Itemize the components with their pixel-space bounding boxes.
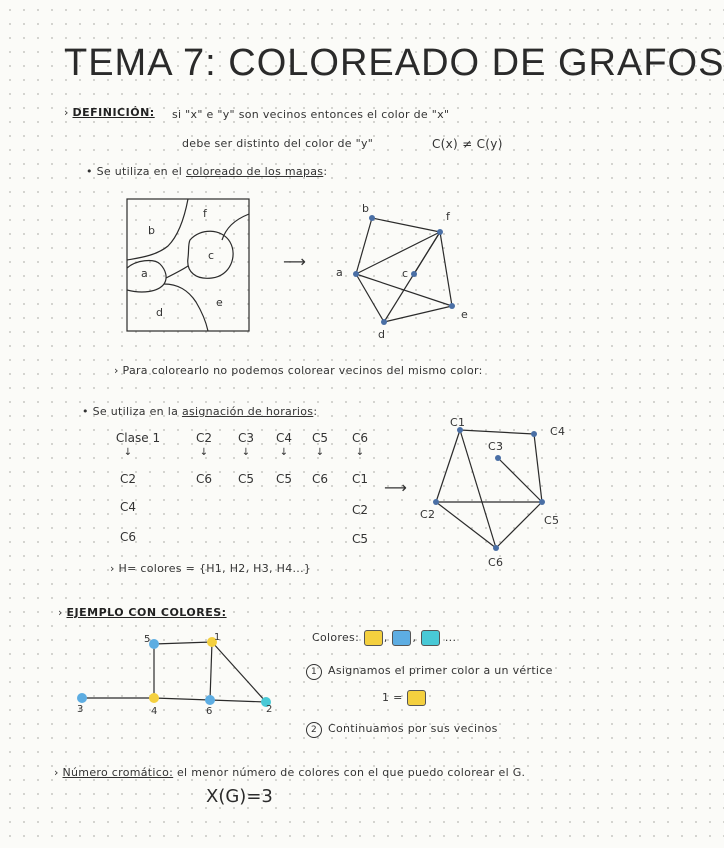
sched-item: C4	[119, 500, 136, 514]
sched-head-3: C4	[275, 431, 292, 445]
ejemplo-node-4	[149, 693, 159, 703]
arrow-right-icon: ⟶	[283, 252, 307, 271]
map-graph-label-c: c	[402, 267, 409, 280]
page-title: TEMA 7: COLOREADO DE GRAFOS	[64, 42, 724, 84]
arrow-down-icon: ↓	[355, 447, 365, 458]
ejemplo-label-5: 5	[144, 634, 151, 645]
step1-text: Asignamos el primer color a un vértice	[328, 664, 553, 677]
mapas-note-text: Para colorearlo no podemos colorear vecinos del mismo color:	[122, 364, 483, 377]
horarios-graph-label-c3: C3	[488, 440, 504, 453]
map-region-a: a	[141, 267, 149, 280]
bullet-icon: ›	[114, 364, 119, 377]
ejemplo-node-6	[205, 695, 215, 705]
color-swatch-yellow	[364, 630, 383, 646]
map-region-e: e	[216, 296, 224, 309]
horarios-graph-node-c6	[493, 545, 499, 551]
map-graph-node-d	[381, 319, 387, 325]
mapas-bullet-prefix: Se utiliza en el	[96, 165, 186, 178]
ejemplo-label-6: 6	[206, 706, 213, 717]
map-graph-label-e: e	[461, 308, 469, 321]
arrow-down-icon: ↓	[199, 447, 209, 458]
bullet-icon: ›	[58, 606, 63, 619]
sched-item: C2	[351, 503, 368, 517]
sched-item: C1	[351, 472, 368, 486]
map-border-b	[127, 199, 188, 260]
sched-head-2: C3	[237, 431, 254, 445]
colores-row: Colores: , , ...	[312, 631, 457, 644]
map-graph-node-a	[353, 271, 359, 277]
color-swatch-cyan	[421, 630, 440, 646]
colores-ellipsis: ...	[444, 631, 457, 644]
ejemplo-label-3: 3	[77, 704, 84, 715]
cromatico-formula: X(G)=3	[206, 786, 273, 807]
step2-text: Continuamos por sus vecinos	[328, 722, 498, 735]
ejemplo-section	[58, 606, 227, 619]
horarios-graph-label-c4: C4	[550, 425, 566, 438]
cromatico-label: Número cromático:	[62, 766, 174, 779]
map-graph-node-f	[437, 229, 443, 235]
map-graph-label-d: d	[378, 328, 386, 341]
map-region-f: f	[203, 207, 208, 220]
mapas-bullet	[86, 165, 327, 178]
map-graph	[340, 198, 480, 346]
step1-number: 1	[306, 664, 322, 680]
sched-item: C5	[275, 472, 292, 486]
horarios-colores-text: H= colores = {H1, H2, H3, H4...}	[118, 562, 312, 575]
arrow-right-icon: ⟶	[384, 478, 408, 497]
horarios-graph-label-c2: C2	[420, 508, 436, 521]
cromatico-text: el menor número de colores con el que puedo colorear el G.	[176, 766, 526, 779]
horarios-graph	[420, 412, 570, 562]
horarios-graph-node-c2	[433, 499, 439, 505]
map-graph-label-b: b	[362, 202, 370, 215]
map-region-b: b	[148, 224, 156, 237]
cromatico-row	[54, 766, 525, 779]
map-graph-node-c	[411, 271, 417, 277]
arrow-down-icon: ↓	[123, 447, 133, 458]
bullet-icon: ›	[110, 562, 115, 575]
sched-item: C6	[311, 472, 328, 486]
mapas-bullet-suffix: :	[323, 165, 328, 178]
horarios-graph-label-c5: C5	[544, 514, 560, 527]
sched-item: C2	[119, 472, 136, 486]
arrow-down-icon: ↓	[241, 447, 251, 458]
mapas-bullet-link: coloreado de los mapas	[185, 165, 324, 178]
map-drawing	[126, 198, 250, 332]
sched-item: C5	[237, 472, 254, 486]
ejemplo-label-1: 1	[214, 632, 221, 643]
colores-label: Colores:	[312, 631, 360, 644]
definicion-section	[64, 106, 155, 119]
sched-head-4: C5	[311, 431, 328, 445]
horarios-bullet-link: asignación de horarios	[181, 405, 314, 418]
sched-head-0: Clase 1	[115, 431, 161, 445]
map-graph-label-a: a	[336, 266, 344, 279]
definicion-line1: si "x" e "y" son vecinos entonces el color de "x"	[172, 108, 450, 121]
sched-head-1: C2	[195, 431, 212, 445]
step2-number: 2	[306, 722, 322, 738]
sched-item: C6	[119, 530, 136, 544]
map-region-d: d	[156, 306, 164, 319]
ejemplo-label-2: 2	[266, 704, 273, 715]
sched-item: C5	[351, 532, 368, 546]
map-graph-label-f: f	[446, 210, 451, 223]
horarios-bullet	[82, 405, 317, 418]
horarios-bullet-prefix: Se utiliza en la	[92, 405, 182, 418]
bullet-dot-icon: •	[86, 165, 93, 178]
step1-eq-row	[382, 690, 427, 706]
bullet-icon: ›	[54, 766, 59, 779]
definicion-label: DEFINICIÓN:	[72, 106, 155, 119]
step1-eq: 1 =	[382, 691, 403, 704]
map-border-ac	[166, 266, 188, 278]
step2	[306, 722, 498, 738]
ejemplo-label-4: 4	[151, 706, 158, 717]
bullet-dot-icon: •	[82, 405, 89, 418]
bullet-icon: ›	[64, 106, 69, 119]
arrow-down-icon: ↓	[315, 447, 325, 458]
horarios-graph-node-c4	[531, 431, 537, 437]
map-border-f	[222, 214, 249, 240]
color-swatch-yellow	[407, 690, 426, 706]
arrow-down-icon: ↓	[279, 447, 289, 458]
step1	[306, 664, 553, 680]
definicion-formula: C(x) ≠ C(y)	[432, 137, 503, 151]
ejemplo-label: EJEMPLO CON COLORES:	[66, 606, 227, 619]
sched-item: C6	[195, 472, 212, 486]
map-graph-node-e	[449, 303, 455, 309]
color-swatch-blue	[392, 630, 411, 646]
sched-head-5: C6	[351, 431, 368, 445]
horarios-graph-label-c6: C6	[488, 556, 504, 569]
horarios-graph-node-c3	[495, 455, 501, 461]
map-region-c: c	[208, 249, 215, 262]
ejemplo-graph	[70, 630, 280, 720]
horarios-graph-node-c5	[539, 499, 545, 505]
ejemplo-node-3	[77, 693, 87, 703]
mapas-note	[114, 364, 483, 377]
map-border-de	[164, 284, 208, 331]
horarios-graph-label-c1: C1	[450, 416, 466, 429]
horarios-bullet-suffix: :	[313, 405, 318, 418]
map-graph-node-b	[369, 215, 375, 221]
definicion-line2: debe ser distinto del color de "y"	[182, 137, 374, 150]
horarios-colores	[110, 562, 311, 575]
